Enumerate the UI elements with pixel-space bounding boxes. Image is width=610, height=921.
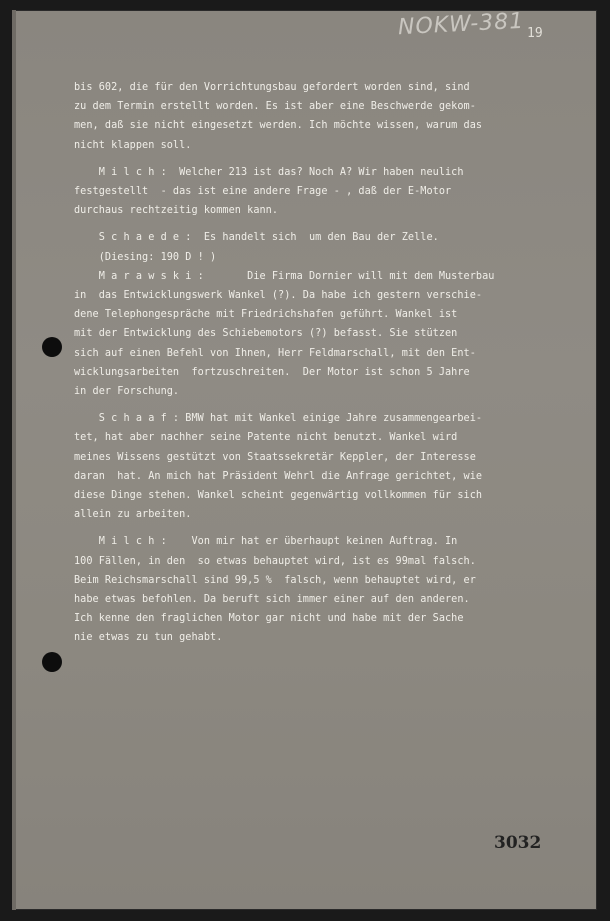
paragraph-gap	[74, 155, 590, 163]
text-line: daran hat. An mich hat Präsident Wehrl die Anfrage gerichtet, wie	[74, 470, 483, 482]
page-edge	[12, 10, 16, 910]
text-line: bis 602, die für den Vorrichtungsbau gefordert worden sind, sind	[74, 82, 470, 93]
text-line: in das Entwicklungswerk Wankel (?). Da habe ich gestern verschie-	[74, 290, 483, 302]
text-line: S c h a e d e : Es handelt sich um den Bau der Zelle.	[74, 232, 439, 244]
text-line: M i l c h : Von mir hat er überhaupt keinen Auftrag. In	[74, 536, 458, 548]
paragraph-gap	[74, 220, 590, 228]
archive-id: NOKW-381	[397, 8, 525, 41]
page-number: 19	[527, 26, 543, 41]
text-line: M i l c h : Welcher 213 ist das? Noch A? Wir haben neulich	[74, 166, 464, 178]
text-line: nie etwas zu tun gehabt.	[74, 632, 223, 644]
text-line: dene Telephongespräche mit Friedrichshafen geführt. Wankel ist	[74, 309, 458, 321]
text-line: durchaus rechtzeitig kommen kann.	[74, 205, 279, 217]
text-line: habe etwas befohlen. Da beruft sich immer einer auf den anderen.	[74, 594, 470, 606]
text-line: sich auf einen Befehl von Ihnen, Herr Feldmarschall, mit den Ent-	[74, 347, 476, 359]
text-line: men, daß sie nicht eingesetzt werden. Ich möchte wissen, warum das	[74, 120, 483, 132]
stamp-number: 3032	[494, 833, 542, 853]
text-line: festgestellt - das ist eine andere Frage - , daß der E-Motor	[74, 186, 452, 198]
document-body	[74, 78, 590, 648]
text-line: allein zu arbeiten.	[74, 509, 192, 521]
text-line: zu dem Termin erstellt worden. Es ist aber eine Beschwerde gekom-	[74, 101, 476, 113]
paragraph-gap	[74, 401, 590, 409]
text-line: mit der Entwicklung des Schiebemotors (?) befasst. Sie stützen	[74, 328, 458, 340]
text-line: Beim Reichsmarschall sind 99,5 % falsch, wenn behauptet wird, er	[74, 574, 476, 586]
text-line: M a r a w s k i : Die Firma Dornier will mit dem Musterbau	[74, 270, 495, 282]
text-line: in der Forschung.	[74, 386, 180, 398]
paragraph-gap	[74, 524, 590, 532]
text-line: Ich kenne den fraglichen Motor gar nicht und habe mit der Sache	[74, 613, 464, 625]
document-page	[12, 10, 597, 910]
text-line: wicklungsarbeiten fortzuschreiten. Der Motor ist schon 5 Jahre	[74, 366, 470, 378]
text-line: 100 Fällen, in den so etwas behauptet wird, ist es 99mal falsch.	[74, 555, 476, 567]
text-line: nicht klappen soll.	[74, 139, 192, 151]
punch-hole-top	[42, 337, 62, 357]
punch-hole-bottom	[42, 652, 62, 672]
text-line: S c h a a f : BMW hat mit Wankel einige Jahre zusammengearbei-	[74, 413, 483, 425]
text-line: meines Wissens gestützt von Staatssekretär Keppler, der Interesse	[74, 451, 476, 463]
text-line: (Diesing: 190 D ! )	[74, 251, 217, 263]
text-line: tet, hat aber nachher seine Patente nicht benutzt. Wankel wird	[74, 432, 458, 444]
text-line: diese Dinge stehen. Wankel scheint gegenwärtig vollkommen für sich	[74, 490, 483, 502]
